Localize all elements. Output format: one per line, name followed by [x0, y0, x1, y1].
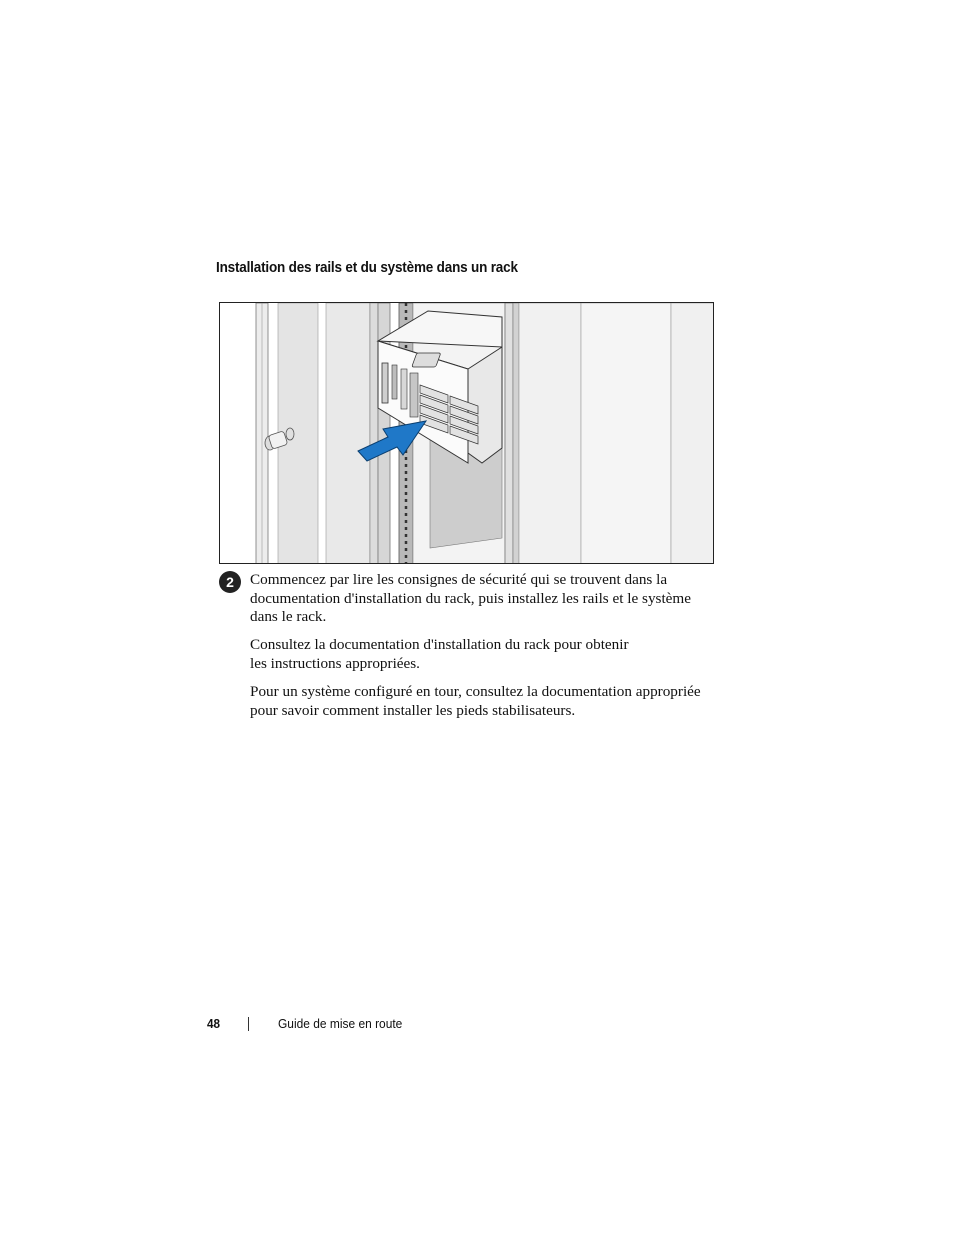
rack-frame-right	[519, 303, 714, 564]
step-paragraph-2	[250, 636, 629, 673]
step-paragraph-1	[250, 571, 691, 627]
paragraph-3-line-2: pour savoir comment installer les pieds stabilisateurs.	[250, 701, 576, 719]
paragraph-1-line-2: documentation d'installation du rack, puis installez les rails et le système	[250, 589, 691, 607]
paragraph-3-line-1: Pour un système configuré en tour, consultez la documentation appropriée	[250, 683, 701, 700]
footer-doc-title: Guide de mise en route	[278, 1016, 403, 1031]
section-heading: Installation des rails et du système dans un rack	[216, 259, 518, 276]
rack-illustration-svg	[220, 303, 714, 564]
page-number: 48	[207, 1016, 221, 1031]
paragraph-1-line-3: dans le rack.	[250, 608, 327, 626]
step-paragraph-3	[250, 683, 701, 720]
paragraph-2-line-1: Consultez la documentation d'installation du rack pour obtenir	[250, 636, 629, 653]
rack-installation-illustration	[219, 302, 714, 564]
footer-divider	[248, 1017, 249, 1031]
paragraph-2-line-2: les instructions appropriées.	[250, 654, 420, 672]
paragraph-1-line-1: Commencez par lire les consignes de sécurité qui se trouvent dans la	[250, 571, 668, 588]
step-number-badge: 2	[219, 571, 241, 593]
